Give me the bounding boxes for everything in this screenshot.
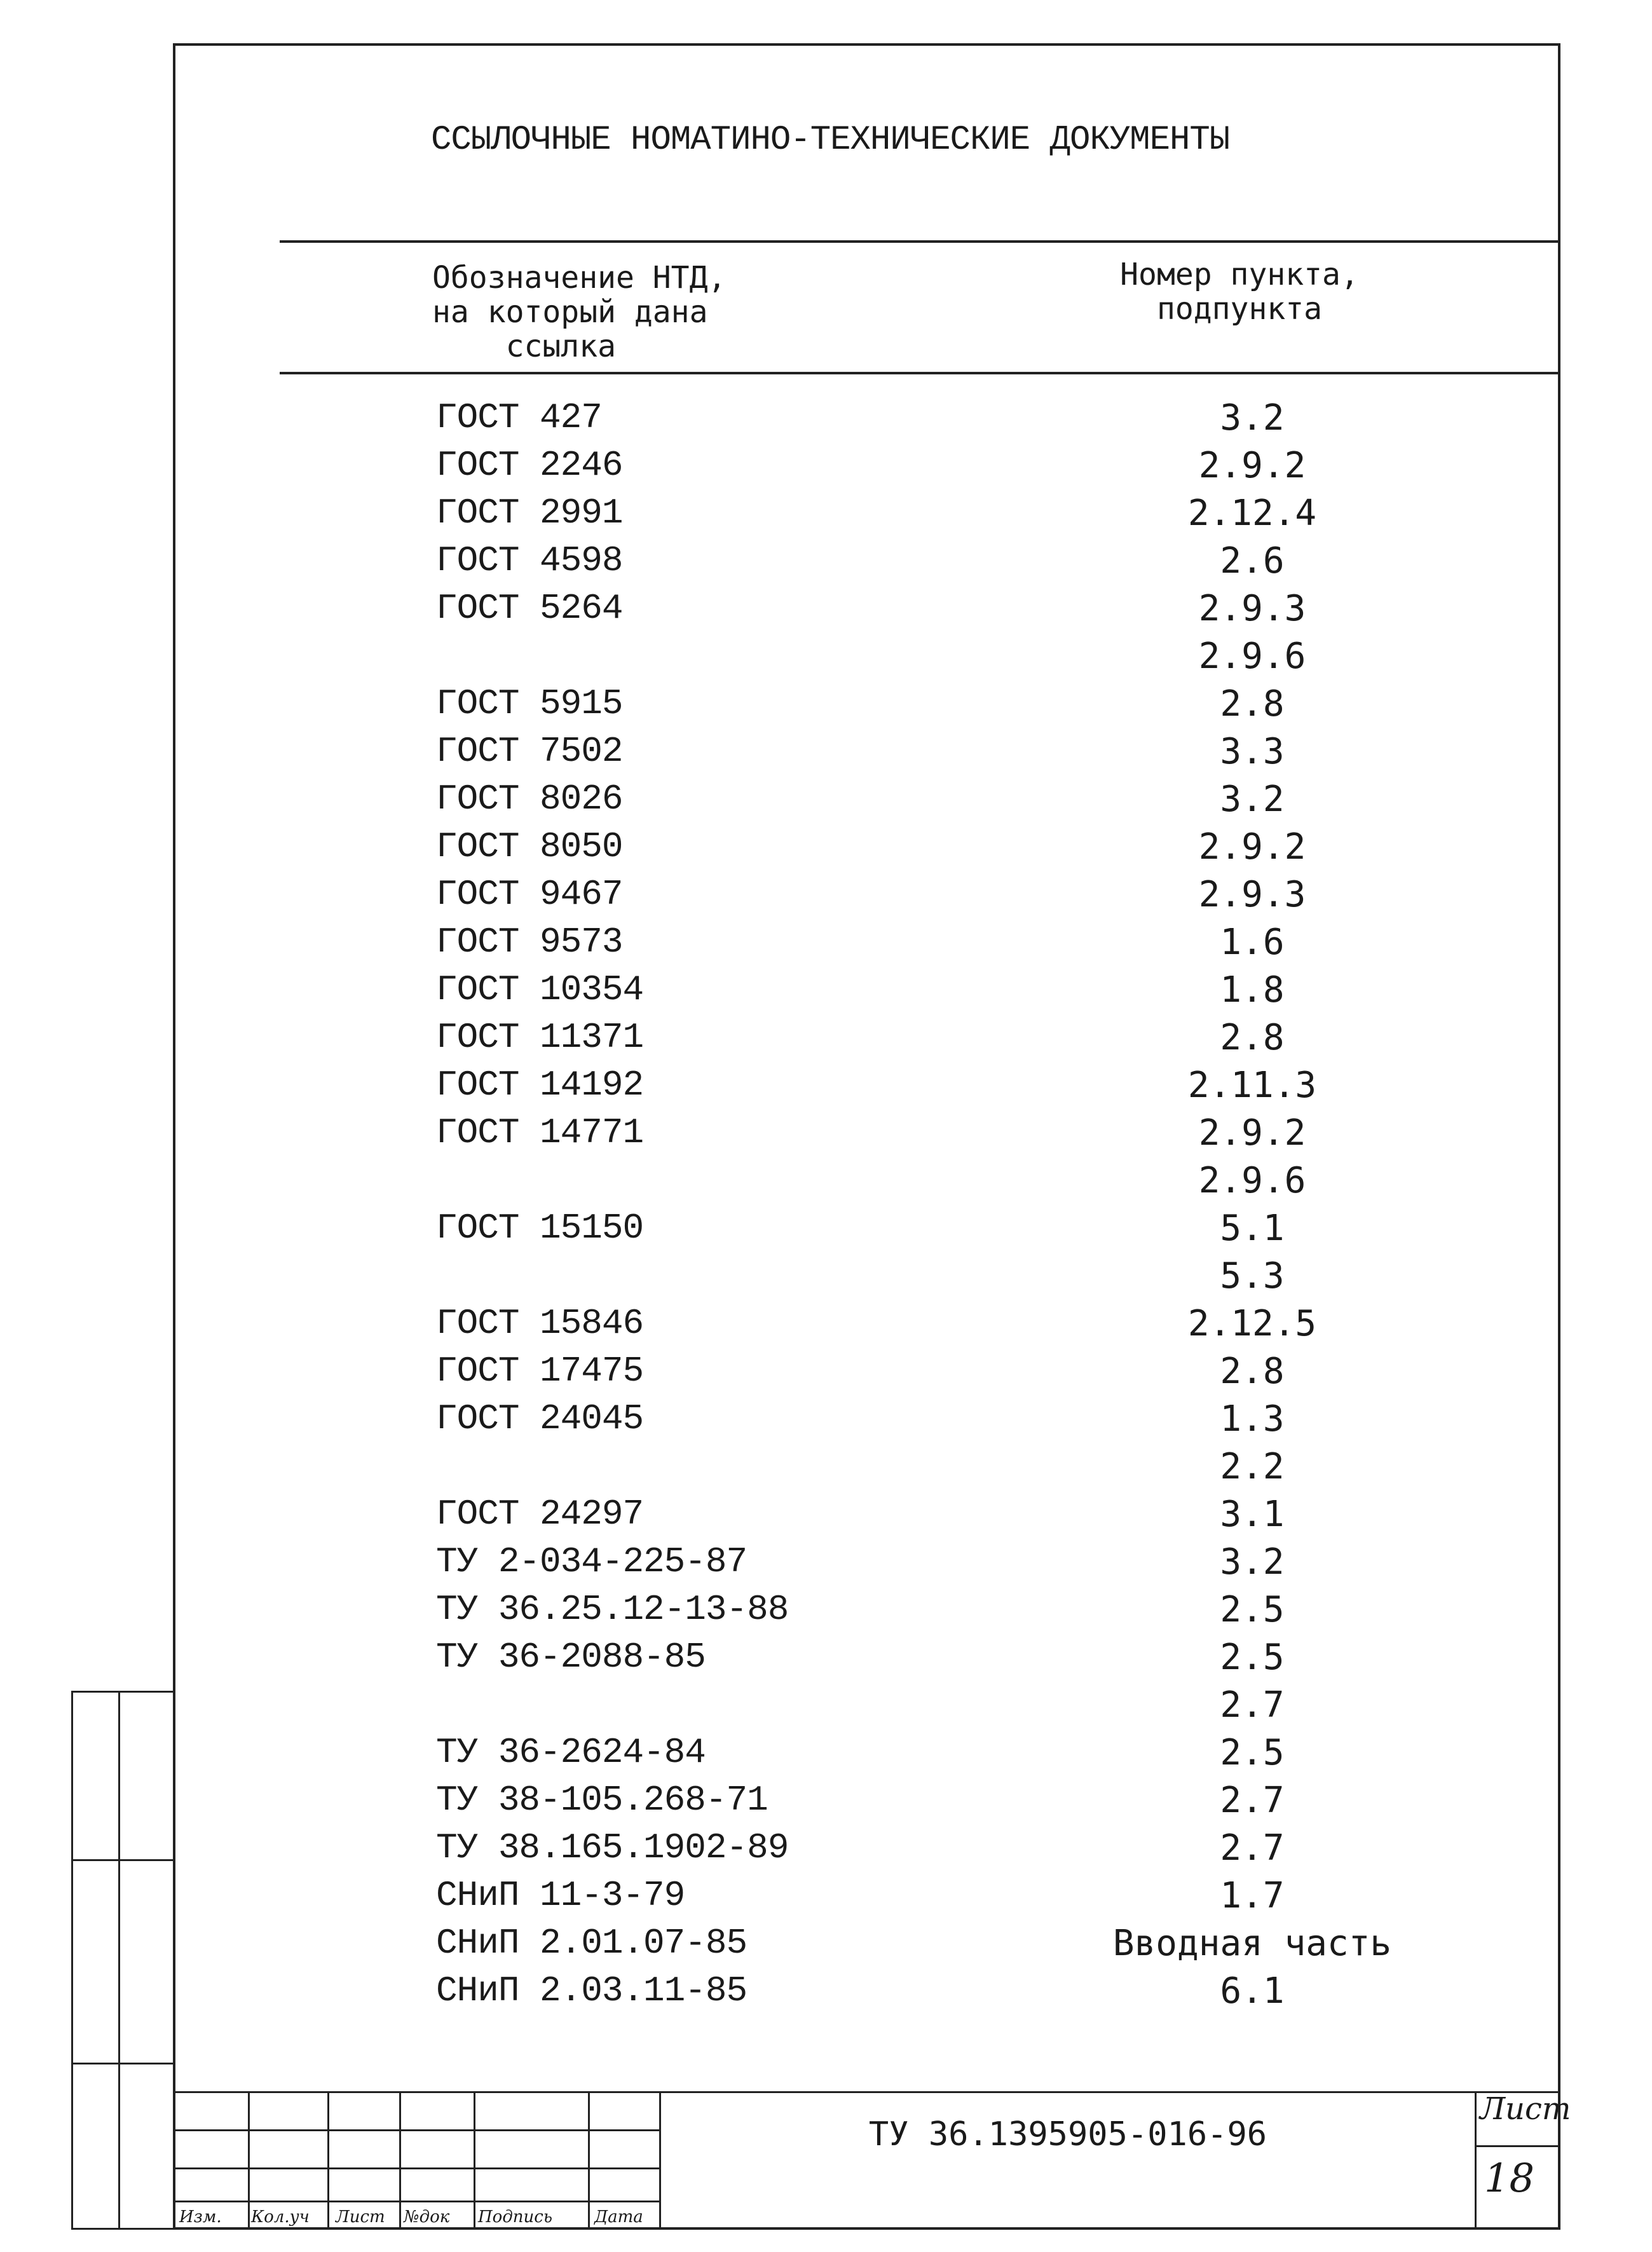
doc-designation: ГОСТ 5915 [436, 683, 623, 724]
page-title: ССЫЛОЧНЫЕ НОМАТИНО-ТЕХНИЧЕСКИЕ ДОКУМЕНТЫ [431, 121, 1230, 160]
label-sheet: Лист [336, 2208, 385, 2227]
table-row [0, 1255, 1652, 1303]
title-block-col [659, 2091, 661, 2230]
sheet-label: Лист [1480, 2091, 1571, 2127]
doc-designation: ГОСТ 10354 [436, 969, 644, 1010]
label-date: Дата [594, 2208, 643, 2227]
doc-designation: ТУ 36.25.12-13-88 [436, 1589, 789, 1630]
table-row [0, 493, 1652, 540]
clause-number: 2.8 [1220, 683, 1285, 725]
title-block-top [173, 2091, 1560, 2093]
references-table [0, 397, 1652, 2018]
clause-number: 2.9.3 [1198, 588, 1306, 629]
clause-number: 6.1 [1220, 1970, 1285, 2012]
doc-designation: ГОСТ 15846 [436, 1303, 644, 1344]
margin-stub-rule [71, 2063, 175, 2064]
header-designation: Обозначение НТД, на который дана ссылка [432, 260, 727, 364]
doc-designation: ГОСТ 9573 [436, 922, 623, 962]
clause-number: 2.12.4 [1187, 493, 1317, 534]
table-row [0, 540, 1652, 588]
doc-designation: СНиП 11-3-79 [436, 1875, 685, 1916]
table-row [0, 1398, 1652, 1446]
margin-stub-rule [71, 1691, 175, 1693]
table-row [0, 922, 1652, 969]
doc-designation: ТУ 36-2624-84 [436, 1732, 706, 1773]
doc-designation: ГОСТ 11371 [436, 1017, 644, 1058]
table-row [0, 636, 1652, 683]
table-row [0, 1112, 1652, 1160]
table-row [0, 1732, 1652, 1780]
table-row [0, 1970, 1652, 2018]
clause-number: 5.3 [1220, 1255, 1285, 1297]
clause-number: 1.6 [1220, 922, 1285, 963]
doc-designation: ГОСТ 24297 [436, 1494, 644, 1534]
doc-designation: ГОСТ 8050 [436, 826, 623, 867]
table-row [0, 1208, 1652, 1255]
clause-number: 1.7 [1220, 1875, 1285, 1916]
title-block-row [173, 2201, 659, 2202]
clause-number: 3.2 [1220, 397, 1285, 439]
clause-number: 2.7 [1220, 1827, 1285, 1869]
margin-stub-rule [71, 1859, 175, 1861]
clause-number: 1.8 [1220, 969, 1285, 1011]
clause-number: 2.6 [1220, 540, 1285, 582]
clause-number: 2.8 [1220, 1017, 1285, 1058]
table-row [0, 1541, 1652, 1589]
table-row [0, 874, 1652, 922]
document-code: ТУ 36.1395905-016-96 [868, 2115, 1267, 2153]
clause-number: 2.7 [1220, 1684, 1285, 1726]
doc-designation: СНиП 2.03.11-85 [436, 1970, 747, 2011]
table-row [0, 779, 1652, 826]
table-row [0, 1303, 1652, 1351]
clause-number: 2.9.6 [1198, 1160, 1306, 1201]
clause-number: 2.12.5 [1187, 1303, 1317, 1344]
sheet-col [1475, 2091, 1477, 2230]
clause-number: 2.2 [1220, 1446, 1285, 1487]
table-row [0, 731, 1652, 779]
table-row [0, 1875, 1652, 1923]
doc-designation: ТУ 2-034-225-87 [436, 1541, 747, 1582]
clause-number: 3.1 [1220, 1494, 1285, 1535]
clause-number: 2.9.6 [1198, 636, 1306, 677]
table-top-rule [280, 240, 1560, 243]
margin-stub [71, 1691, 175, 2230]
clause-number: Вводная часть [1112, 1923, 1392, 1964]
table-row [0, 1827, 1652, 1875]
table-row [0, 1160, 1652, 1208]
table-row [0, 1017, 1652, 1065]
doc-designation: ГОСТ 427 [436, 397, 602, 438]
clause-number: 1.3 [1220, 1398, 1285, 1440]
header-bottom-rule [280, 372, 1560, 374]
doc-designation: ТУ 36-2088-85 [436, 1637, 706, 1677]
title-block-row [173, 2129, 659, 2131]
clause-number: 2.9.2 [1198, 445, 1306, 486]
table-row [0, 1923, 1652, 1970]
sheet-number: 18 [1484, 2155, 1534, 2201]
title-block-col [474, 2091, 475, 2230]
doc-designation: ГОСТ 2246 [436, 445, 623, 486]
label-doc-number: №док [404, 2208, 450, 2227]
clause-number: 3.3 [1220, 731, 1285, 772]
clause-number: 3.2 [1220, 779, 1285, 820]
margin-stub-divider [118, 1691, 120, 2230]
table-row [0, 1065, 1652, 1112]
doc-designation: ГОСТ 4598 [436, 540, 623, 581]
doc-designation: СНиП 2.01.07-85 [436, 1923, 747, 1963]
table-row [0, 588, 1652, 636]
label-signature: Подпись [478, 2208, 553, 2227]
doc-designation: ГОСТ 5264 [436, 588, 623, 629]
header-clause: Номер пункта, подпункта [1120, 257, 1359, 327]
doc-designation: ТУ 38-105.268-71 [436, 1780, 768, 1820]
clause-number: 3.2 [1220, 1541, 1285, 1583]
doc-designation: ГОСТ 14192 [436, 1065, 644, 1105]
doc-designation: ГОСТ 2991 [436, 493, 623, 533]
table-row [0, 969, 1652, 1017]
label-count: Кол.уч [251, 2208, 310, 2227]
table-row [0, 1446, 1652, 1494]
doc-designation: ГОСТ 15150 [436, 1208, 644, 1248]
clause-number: 2.9.2 [1198, 826, 1306, 868]
clause-number: 2.9.2 [1198, 1112, 1306, 1154]
doc-designation: ГОСТ 9467 [436, 874, 623, 915]
table-row [0, 445, 1652, 493]
sheet-divider [1475, 2145, 1560, 2147]
table-row [0, 1684, 1652, 1732]
clause-number: 2.9.3 [1198, 874, 1306, 915]
doc-designation: ГОСТ 7502 [436, 731, 623, 772]
clause-number: 2.11.3 [1187, 1065, 1317, 1106]
title-block-col [327, 2091, 329, 2230]
title-block-row [173, 2167, 659, 2169]
clause-number: 2.7 [1220, 1780, 1285, 1821]
table-row [0, 397, 1652, 445]
table-row [0, 683, 1652, 731]
title-block-col [399, 2091, 401, 2230]
table-row [0, 1494, 1652, 1541]
clause-number: 5.1 [1220, 1208, 1285, 1249]
doc-designation: ГОСТ 17475 [436, 1351, 644, 1391]
clause-number: 2.5 [1220, 1637, 1285, 1678]
table-row [0, 1589, 1652, 1637]
clause-number: 2.5 [1220, 1732, 1285, 1773]
clause-number: 2.8 [1220, 1351, 1285, 1392]
doc-designation: ГОСТ 24045 [436, 1398, 644, 1439]
table-row [0, 1780, 1652, 1827]
table-row [0, 1637, 1652, 1684]
doc-designation: ГОСТ 14771 [436, 1112, 644, 1153]
clause-number: 2.5 [1220, 1589, 1285, 1630]
title-block-col [588, 2091, 590, 2230]
table-row [0, 1351, 1652, 1398]
doc-designation: ТУ 38.165.1902-89 [436, 1827, 789, 1868]
title-block-col [248, 2091, 250, 2230]
doc-designation: ГОСТ 8026 [436, 779, 623, 819]
table-row [0, 826, 1652, 874]
label-change: Изм. [179, 2208, 222, 2227]
